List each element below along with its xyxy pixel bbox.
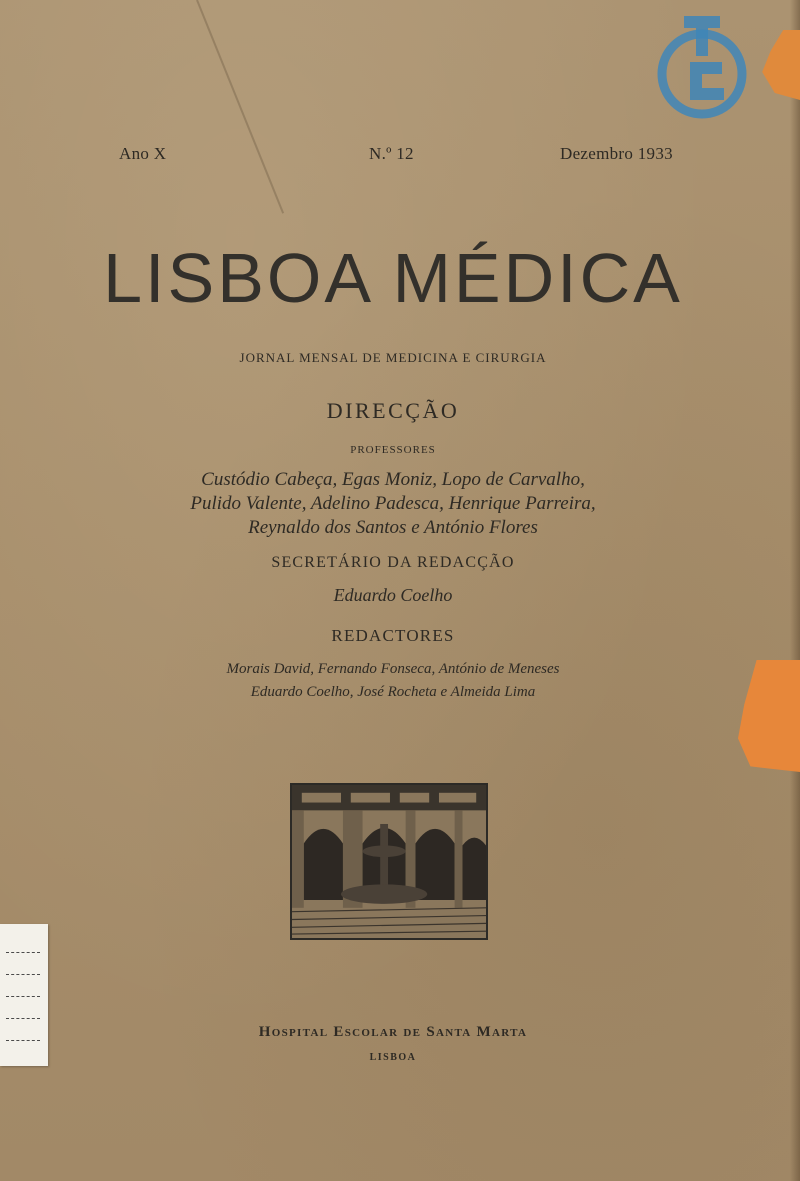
- directors-list: [0, 468, 786, 540]
- journal-title: LISBOA MÉDICA: [103, 239, 683, 317]
- professors-heading: PROFESSORES: [350, 444, 436, 456]
- issue-date: Dezembro 1933: [560, 144, 673, 163]
- torn-corner-top: [758, 30, 800, 100]
- directors-line: Pulido Valente, Adelino Padesca, Henrique Parreira,: [190, 493, 596, 514]
- directors-line: Reynaldo dos Santos e António Flores: [248, 517, 538, 538]
- editors-line: Morais David, Fernando Fonseca, António de Meneses: [226, 661, 560, 677]
- page-edge-shadow: [790, 0, 800, 1181]
- publisher-name: Hospital Escolar de Santa Marta: [258, 1024, 528, 1040]
- direction-heading: DIRECÇÃO: [326, 398, 460, 423]
- paper-crease: [196, 0, 284, 214]
- editors-list: [0, 658, 786, 704]
- secretary-name: Eduardo Coelho: [333, 585, 453, 605]
- library-stamp-icon: [646, 14, 758, 126]
- directors-line: Custódio Cabeça, Egas Moniz, Lopo de Carvalho,: [201, 469, 585, 490]
- issue-number: N.º 12: [369, 144, 414, 163]
- editors-heading: REDACTORES: [331, 626, 455, 645]
- journal-subtitle: JORNAL MENSAL DE MEDICINA E CIRURGIA: [239, 350, 547, 365]
- volume-year: Ano X: [119, 144, 167, 163]
- publisher-city: LISBOA: [369, 1052, 417, 1063]
- cloister-engraving-image: [290, 783, 488, 940]
- secretary-heading: SECRETÁRIO DA REDACÇÃO: [271, 554, 515, 571]
- editors-line: Eduardo Coelho, José Rocheta e Almeida Lima: [250, 684, 536, 700]
- library-shelf-label: [0, 924, 48, 1066]
